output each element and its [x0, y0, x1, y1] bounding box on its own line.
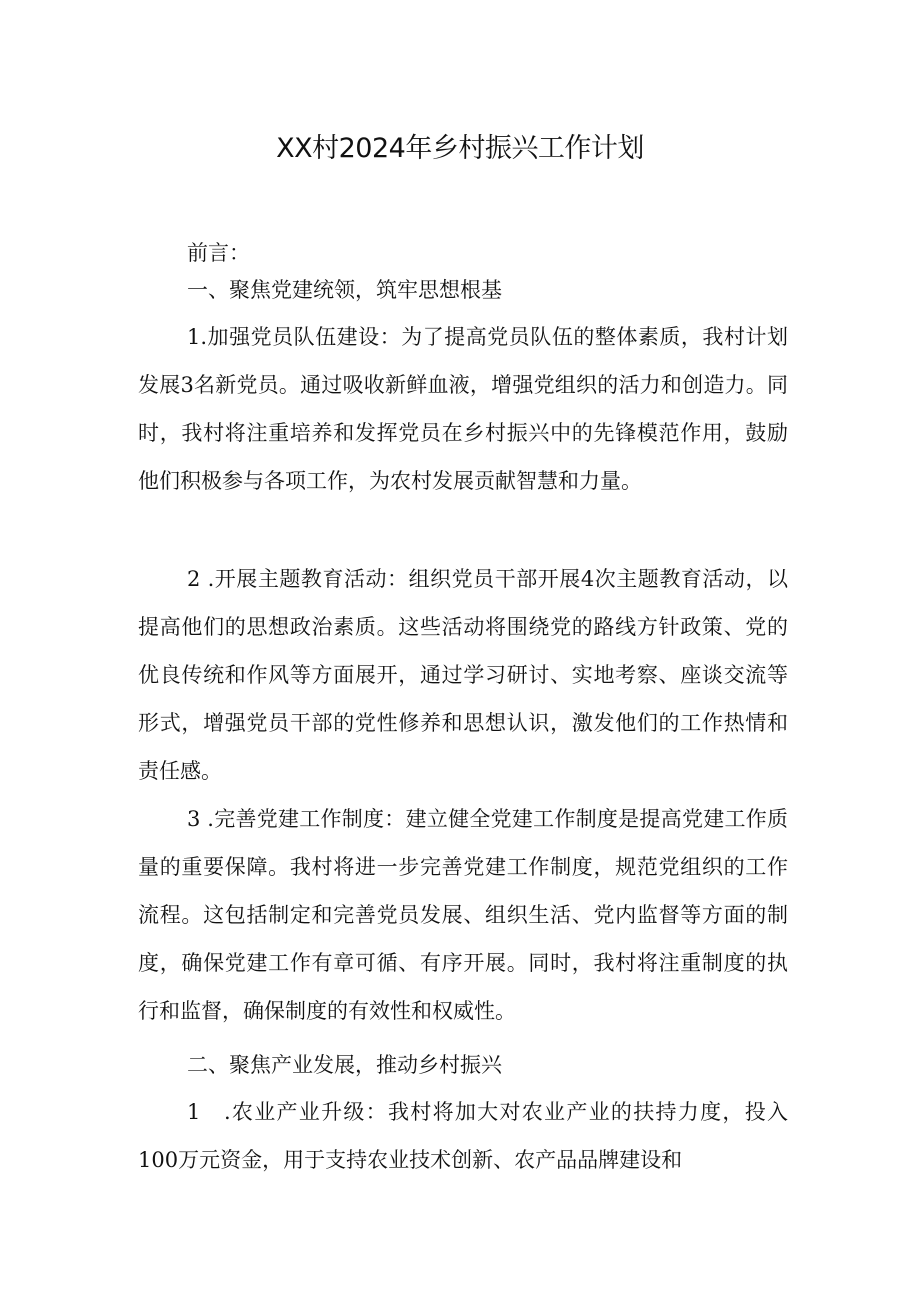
paragraph-1-3: 3 .完善党建工作制度：建立健全党建工作制度是提高党建工作质量的重要保障。我村将进一步完善党建工作制度，规范党组织的工作流程。这包括制定和完善党员发展、组织生活、党内监督等方面的制度，确保党建工作有章可循、有序开展。同时，我村将注重制度的执行和监督，确保制度的有效性和权威性。 [138, 807, 788, 1023]
preface-label: 前言： [187, 241, 250, 265]
paragraph-2-1: 1 .农业产业升级：我村将加大对农业产业的扶持力度，投入100万元资金，用于支持农业技术创新、农产品品牌建设和 [138, 1100, 788, 1172]
document-title: XX村2024年乡村振兴工作计划 [276, 133, 644, 164]
section-heading-1: 一、聚焦党建统领，筑牢思想根基 [187, 278, 502, 302]
paragraph-1-1: 1.加强党员队伍建设：为了提高党员队伍的整体素质，我村计划发展3名新党员。通过吸收新鲜血液，增强党组织的活力和创造力。同时，我村将注重培养和发挥党员在乡村振兴中的先锋模范作用，鼓励他们积极参与各项工作，为农村发展贡献智慧和力量。 [138, 325, 788, 493]
paragraph-1-2: 2 .开展主题教育活动：组织党员干部开展4次主题教育活动，以提高他们的思想政治素质。这些活动将围绕党的路线方针政策、党的优良传统和作风等方面展开，通过学习研讨、实地考察、座谈交流等形式，增强党员干部的党性修养和思想认识，激发他们的工作热情和责任感。 [138, 567, 788, 783]
section-heading-2: 二、聚焦产业发展，推动乡村振兴 [187, 1053, 502, 1077]
